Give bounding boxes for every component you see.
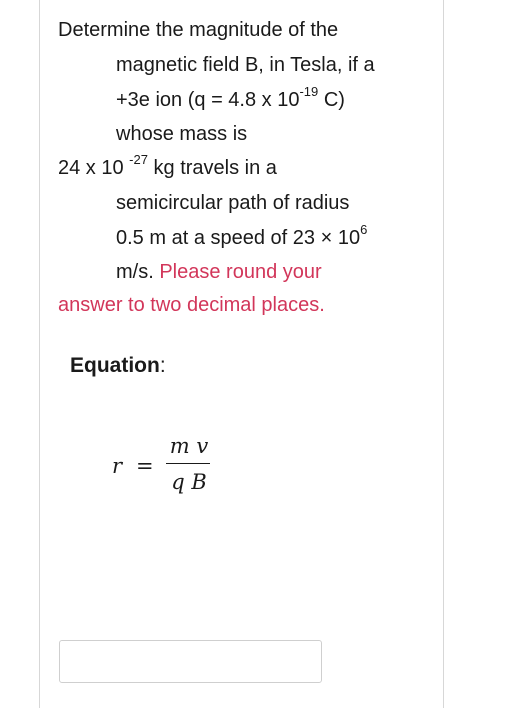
question-line-4: whose mass is: [116, 123, 248, 145]
answer-input[interactable]: [59, 640, 322, 683]
charge-exponent: -19: [299, 84, 319, 100]
question-line-3: +3e ion (q = 4.8 x $10^{-19}$ C): [116, 84, 345, 111]
equation-label: Equation:: [70, 354, 166, 377]
question-line-9: answer to two decimal places.: [58, 294, 325, 316]
formula-lhs: r: [112, 454, 123, 478]
speed-exponent: 6: [360, 222, 368, 238]
fraction-bar: [166, 463, 210, 464]
question-line-5: 24 x 10 $^{-27}$ kg travels in a: [58, 152, 277, 179]
rounding-instruction: Please round your: [153, 261, 322, 283]
mass-exponent: -27: [129, 152, 148, 168]
question-line-2: magnetic field B, in Tesla, if a: [116, 54, 375, 76]
question-line-7: 0.5 m at a speed of $23 \times 10^6$: [116, 222, 368, 249]
question-line-6: semicircular path of radius: [116, 192, 350, 214]
formula-numerator: m v: [169, 434, 209, 458]
question-line-8: m/s. Please round your: [116, 261, 322, 283]
formula-equals: =: [136, 454, 154, 478]
formula-denominator: q B: [171, 470, 207, 494]
question-line-1: Determine the magnitude of the: [58, 19, 339, 41]
